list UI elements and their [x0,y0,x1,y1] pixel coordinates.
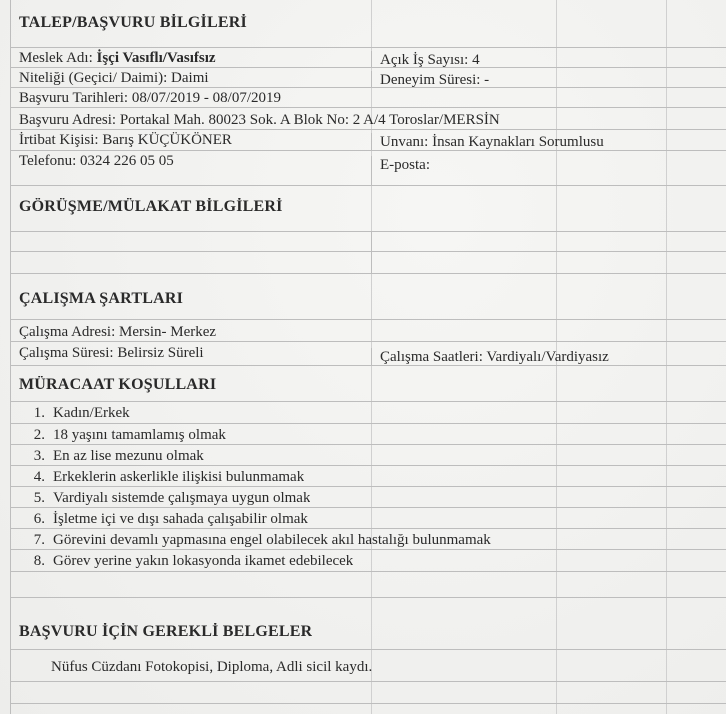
calisma-sure-row [11,342,726,366]
muracaat-empty-row [11,572,726,598]
list-item [11,487,726,508]
calisma-adres-row [11,320,726,342]
belgeler-text: Nüfus Cüzdanı Fotokopisi, Diploma, Adli sicil kaydı. [51,659,373,675]
list-item-number: 4. [33,469,45,485]
basvuru-tarihleri: Başvuru Tarihleri: 08/07/2019 - 08/07/2019 [19,90,281,106]
unvani-cell: Unvanı: İnsan Kaynakları Sorumlusu [371,133,726,150]
meslek-value: İşçi Vasıflı/Vasıfsız [96,50,216,66]
calisma-saatleri: Çalışma Saatleri: Vardiyalı/Vardiyasız [371,348,726,365]
gorusme-empty-row-1 [11,232,726,252]
calisma-adresi: Çalışma Adresi: Mersin- Merkez [19,324,217,340]
list-item-text: İşletme içi ve dışı sahada çalışabilir olmak [53,511,308,527]
list-item-number: 6. [33,511,45,527]
calisma-suresi: Çalışma Süresi: Belirsiz Süreli [19,345,204,361]
list-item-number: 1. [33,405,45,421]
list-item-number: 8. [33,553,45,569]
belgeler-empty-row [11,682,726,704]
list-item [11,550,726,572]
belgeler-title-row [11,598,726,650]
belgeler-row [11,650,726,682]
empty-cell [371,252,726,273]
list-item-number: 7. [33,532,45,548]
section-title-calisma: ÇALIŞMA ŞARTLARI [19,290,184,307]
list-item-text: 18 yaşını tamamlamış olmak [53,427,226,443]
niteligi-cell: Niteliği (Geçici/ Daimi): Daimi [19,70,209,86]
list-item-text: Görevini devamlı yapmasına engel olabilecek akıl hastalığı bulunmamak [53,532,491,548]
section-title-belgeler: BAŞVURU İÇİN GEREKLİ BELGELER [19,623,313,640]
gorusme-title-row [11,186,726,232]
adres-row [11,108,726,130]
list-item-text: En az lise mezunu olmak [53,448,204,464]
list-item [11,445,726,466]
eposta-cell: E-posta: [371,156,726,185]
talep-title-row [11,0,726,48]
meslek-cell [19,49,369,67]
list-item-number: 3. [33,448,45,464]
list-item [11,466,726,487]
section-title-talep: TALEP/BAŞVURU BİLGİLERİ [19,14,247,31]
telefon-cell: Telefonu: 0324 226 05 05 [19,153,174,169]
irtibat-cell: İrtibat Kişisi: Barış KÜÇÜKÖNER [19,132,232,148]
niteligi-row [11,68,726,88]
list-item-number: 5. [33,490,45,506]
telefon-row [11,151,726,186]
list-item [11,508,726,529]
list-item [11,529,726,550]
muracaat-title-row [11,366,726,402]
list-item-text: Görev yerine yakın lokasyonda ikamet edebilecek [53,553,354,569]
list-item-text: Vardiyalı sistemde çalışmaya uygun olmak [53,490,311,506]
form-table [10,0,726,714]
list-item-text: Kadın/Erkek [53,405,130,421]
list-item [11,424,726,445]
irtibat-row [11,130,726,151]
list-item-number: 2. [33,427,45,443]
calisma-title-row [11,274,726,320]
tarih-row [11,88,726,108]
acik-is-cell: Açık İş Sayısı: 4 [371,51,726,67]
section-title-muracaat: MÜRACAAT KOŞULLARI [19,376,217,393]
gorusme-empty-row-2 [11,252,726,274]
empty-cell [371,232,726,251]
deneyim-cell: Deneyim Süresi: - [371,71,726,87]
section-title-gorusme: GÖRÜŞME/MÜLAKAT BİLGİLERİ [19,198,283,215]
basvuru-adresi: Başvuru Adresi: Portakal Mah. 80023 Sok. A Blok No: 2 A/4 Toroslar/MERSİN [19,112,500,128]
meslek-row [11,48,726,68]
list-item-text: Erkeklerin askerlikle ilişkisi bulunmamak [53,469,305,485]
meslek-label: Meslek Adı: [19,50,97,66]
list-item [11,402,726,424]
